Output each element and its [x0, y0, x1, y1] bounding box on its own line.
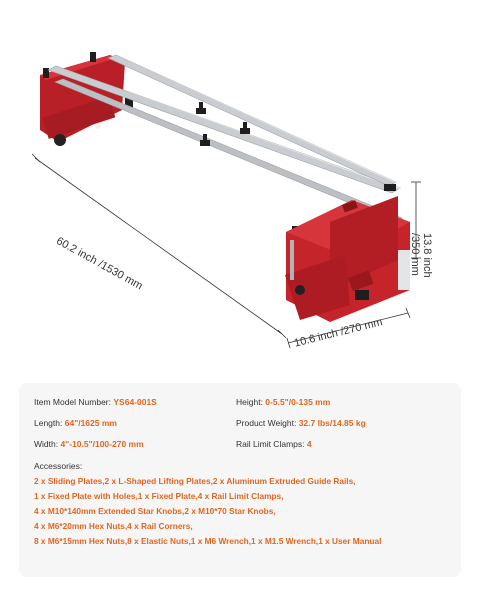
spec-height [236, 397, 330, 407]
length-dimension-label: 60.2 inch /1530 mm [54, 235, 145, 293]
left-end-assembly [40, 52, 133, 146]
right-end-assembly [285, 196, 410, 322]
accessories-line: 4 x M10*140mm Extended Star Knobs,2 x M10*70 Star Knobs, [34, 506, 276, 516]
spec-model [34, 397, 157, 407]
spec-length-value: 64"/1625 mm [64, 418, 117, 428]
accessories-line: 2 x Sliding Plates,2 x L-Shaped Lifting Plates,2 x Aluminum Extruded Guide Rails, [34, 476, 356, 486]
spec-model-label: Item Model Number: [34, 397, 114, 407]
accessories-line: 8 x M6*15mm Hex Nuts,8 x Elastic Nuts,1 x M6 Wrench,1 x M1.5 Wrench,1 x User Manual [34, 536, 382, 546]
spec-model-value: YS64-001S [113, 397, 157, 407]
spec-width-value: 4"-10.5"/100-270 mm [60, 439, 144, 449]
spec-weight-value: 32.7 lbs/14.85 kg [298, 418, 366, 428]
accessories-line: 1 x Fixed Plate with Holes,1 x Fixed Plate,4 x Rail Limit Clamps, [34, 491, 284, 501]
spec-length [34, 418, 117, 428]
height-dimension-line1: 13.8 inch [421, 233, 433, 278]
accessories-line: 4 x M6*20mm Hex Nuts,4 x Rail Corners, [34, 521, 193, 531]
spec-width-label: Width: [34, 439, 61, 449]
spec-clamps-value: 4 [306, 439, 312, 449]
spec-clamps-label: Rail Limit Clamps: [236, 439, 307, 449]
accessories-title: Accessories: [34, 461, 83, 471]
spec-height-value: 0-5.5"/0-135 mm [265, 397, 331, 407]
spec-weight [236, 418, 366, 428]
spec-length-label: Length: [34, 418, 65, 428]
spec-clamps [236, 439, 312, 449]
spec-height-label: Height: [236, 397, 266, 407]
height-dimension-label [409, 233, 433, 278]
spec-width [34, 439, 144, 449]
width-dimension-label: 10.6 inch /270 mm [293, 316, 384, 350]
height-dimension-line2: /350 mm [409, 233, 421, 276]
spec-weight-label: Product Weight: [236, 418, 299, 428]
spec-card [19, 383, 461, 577]
